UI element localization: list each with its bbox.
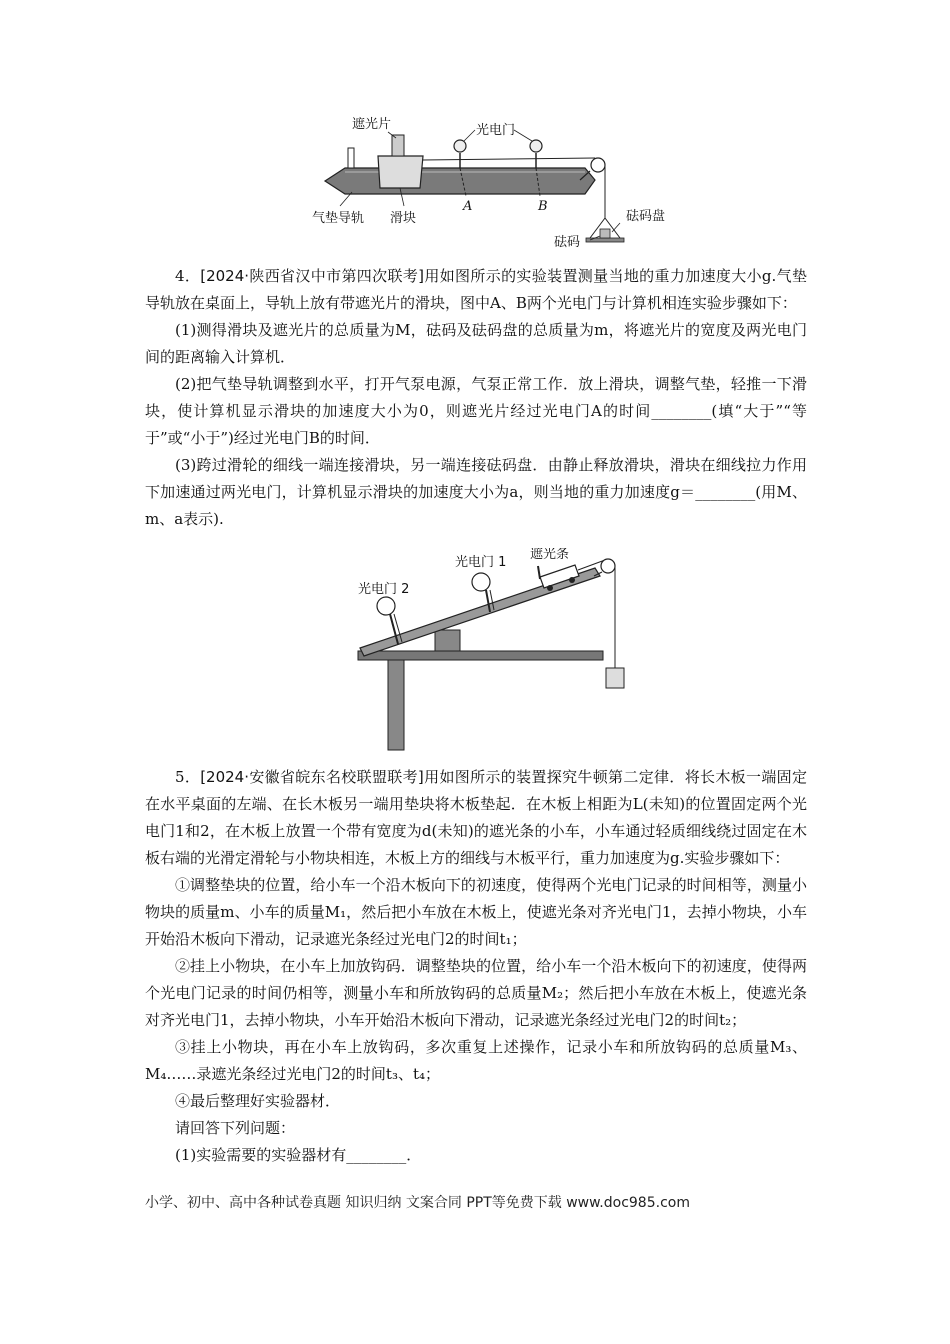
question-5 <box>145 764 807 1169</box>
q5-source: [2024·安徽省皖东名校联盟联考] <box>200 768 424 786</box>
label-gate1: 光电门 1 <box>455 555 507 570</box>
q5-number: 5． <box>175 768 201 786</box>
q5-stem <box>145 764 807 872</box>
weight-pan <box>586 238 624 242</box>
pulley <box>591 158 605 172</box>
label-gate2: 光电门 2 <box>358 582 410 597</box>
q5-prompt: 请回答下列问题： <box>175 1119 296 1137</box>
q5-step2: ②挂上小物块，在小车上加放钩码．调整垫块的位置，给小车一个沿木板向下的初速度，使得两个光电门记录的时间仍相等，测量小车和所放钩码的总质量M₂；然后把小车放在木板上，使遮光条对齐光电门1，去掉小物块，小车开始沿木板向下滑动，记录遮光条经过光电门2的时间t₂； <box>145 957 807 1029</box>
q5-question1: (1)实验需要的实验器材有________． <box>175 1146 422 1164</box>
table-top <box>358 651 603 660</box>
weight <box>600 229 610 238</box>
label-weight: 砝码 <box>554 235 581 250</box>
q5-step1: ①调整垫块的位置，给小车一个沿木板向下的初速度，使得两个光电门记录的时间相等，测量小物块的质量m、小车的质量M₁，然后把小车放在木板上，使遮光条对齐光电门1，去掉小物块，小车开始沿木板向下滑动，记录遮光条经过光电门2的时间t₁； <box>145 876 807 948</box>
shade-plate <box>392 135 404 156</box>
table-leg <box>388 660 404 750</box>
q5-step4: ④最后整理好实验器材． <box>175 1092 341 1110</box>
label-pan: 砝码盘 <box>626 209 666 224</box>
figure-air-track <box>300 108 680 253</box>
q4-stem-text: 用如图所示的实验装置测量当地的重力加速度大小g.气垫导轨放在桌面上，导轨上放有带遮光片的滑块，图中A、B两个光电门与计算机相连实验步骤如下： <box>145 267 807 312</box>
gate-a <box>454 140 466 152</box>
label-b: B <box>538 199 548 214</box>
label-strip: 遮光条 <box>530 548 570 562</box>
figure-incline <box>350 548 640 753</box>
q4-step1: (1)测得滑块及遮光片的总质量为M，砝码及砝码盘的总质量为m，将遮光片的宽度及两光电门间的距离输入计算机． <box>145 321 807 366</box>
gate-1 <box>472 573 490 591</box>
label-block: 滑块 <box>390 211 417 226</box>
hanging-block <box>606 668 624 688</box>
label-shade: 遮光片 <box>352 117 392 132</box>
q4-step2: (2)把气垫导轨调整到水平，打开气泵电源，气泵正常工作．放上滑块，调整气垫，轻推一下滑块，使计算机显示滑块的加速度大小为0，则遮光片经过光电门A的时间________(填“大于”“等于”或“小于”)经过光电门B的时间． <box>145 375 807 447</box>
q4-step3: (3)跨过滑轮的细线一端连接滑块，另一端连接砝码盘．由静止释放滑块，滑块在细线拉力作用下加速通过两光电门，计算机显示滑块的加速度大小为a，则当地的重力加速度g＝________(用M、m、a表示). <box>145 456 807 528</box>
q5-stem-text: 用如图所示的装置探究牛顿第二定律．将长木板一端固定在水平桌面的左端、在长木板另一端用垫块将木板垫起．在木板上相距为L(未知)的位置固定两个光电门1和2，在木板上放置一个带有宽度为d(未知)的遮光条的小车，小车通过轻质细线绕过固定在木板右端的光滑定滑轮与小物块相连，木板上方的细线与木板平行，重力加速度为g.实验步骤如下： <box>145 768 807 867</box>
slider-block <box>378 156 423 188</box>
shade-strip <box>538 566 540 579</box>
question-4 <box>145 263 807 533</box>
gate-b <box>530 140 542 152</box>
support-block <box>435 630 460 651</box>
pulley-2 <box>601 559 615 573</box>
q5-step3: ③挂上小物块，再在小车上放钩码，多次重复上述操作，记录小车和所放钩码的总质量M₃、M₄……录遮光条经过光电门2的时间t₃、t₄； <box>145 1038 807 1083</box>
label-a: A <box>463 199 473 214</box>
gate-2 <box>377 597 395 615</box>
label-gate: 光电门 <box>476 123 516 138</box>
q4-source: [2024·陕西省汉中市第四次联考] <box>200 267 425 285</box>
q4-number: 4． <box>175 267 201 285</box>
q4-stem <box>145 263 807 317</box>
footer-ad: 小学、初中、高中各种试卷真题 知识归纳 文案合同 PPT等免费下载 www.doc985.com <box>145 1195 690 1211</box>
label-rail: 气垫导轨 <box>312 211 365 226</box>
